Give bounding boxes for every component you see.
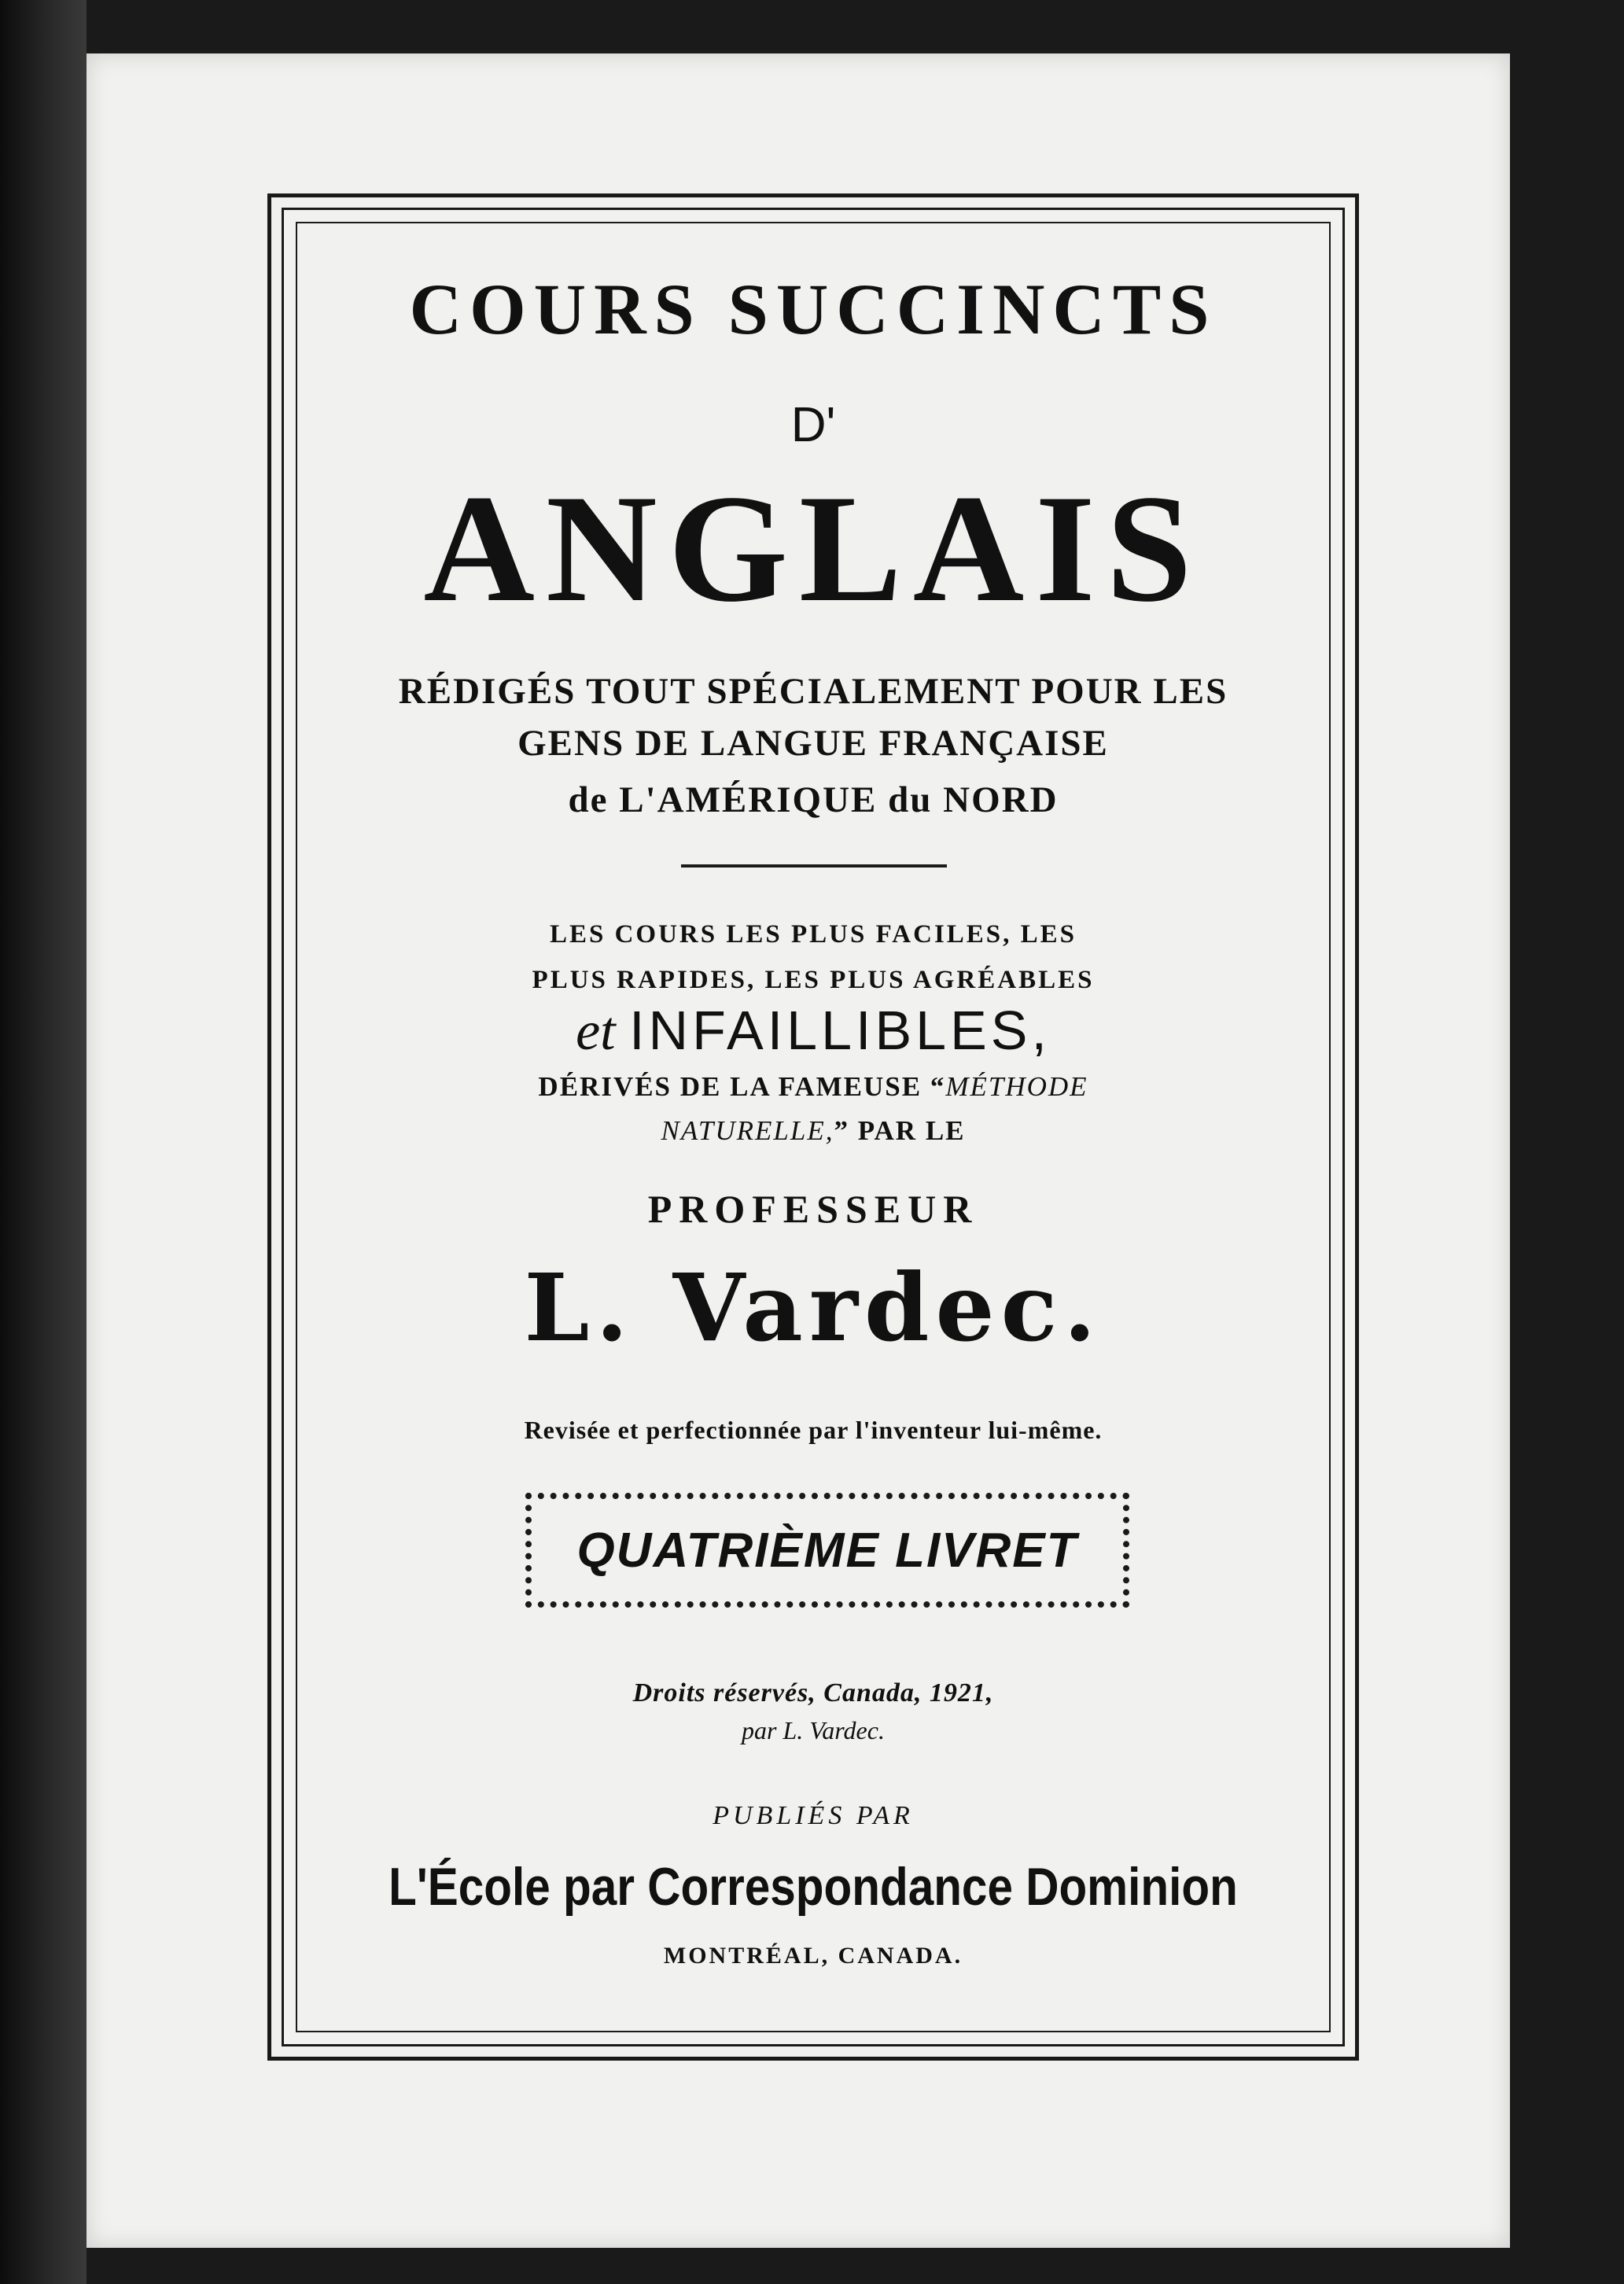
naturelle-suffix: ” PAR LE <box>834 1115 966 1146</box>
separator-rule <box>681 864 947 868</box>
publisher-name: L'École par Correspondance Dominion <box>389 1857 1238 1917</box>
title-line-2: D' <box>790 398 836 452</box>
subtitle-line-3: de L'AMÉRIQUE du NORD <box>568 779 1059 820</box>
claim-et: et <box>576 1001 616 1062</box>
derives-line <box>296 1071 1331 1103</box>
subtitle-line-2: GENS DE LANGUE FRANÇAISE <box>517 723 1109 764</box>
revision-note: Revisée et perfectionnée par l'inventeur lui-même. <box>524 1416 1103 1444</box>
claim-line-3 <box>296 1000 1331 1062</box>
booklet-label: QUATRIÈME LIVRET <box>576 1523 1078 1578</box>
author-name: L. Vardec. <box>524 1253 1103 1362</box>
claim-infaillibles: INFAILLIBLES, <box>629 1000 1051 1061</box>
naturelle-word: NATURELLE, <box>661 1115 834 1146</box>
booklet-box <box>525 1493 1129 1608</box>
rights-line-2: par L. Vardec. <box>742 1716 885 1744</box>
rights-line-1: Droits réservés, Canada, 1921, <box>632 1678 994 1707</box>
subtitle-line-1: RÉDIGÉS TOUT SPÉCIALEMENT POUR LES <box>398 671 1228 712</box>
published-by-label: PUBLIÉS PAR <box>713 1801 914 1830</box>
film-edge <box>0 0 87 2284</box>
professeur-label: PROFESSEUR <box>647 1187 979 1231</box>
claim-line-1: LES COURS LES PLUS FACILES, LES <box>549 920 1077 949</box>
derives-prefix: DÉRIVÉS DE LA FAMEUSE “ <box>538 1071 946 1102</box>
derives-methode: MÉTHODE <box>945 1071 1088 1102</box>
publisher-location: MONTRÉAL, CANADA. <box>663 1943 963 1969</box>
claim-line-2: PLUS RAPIDES, LES PLUS AGRÉABLES <box>532 966 1095 994</box>
title-line-1: COURS SUCCINCTS <box>409 269 1217 349</box>
main-title: ANGLAIS <box>423 463 1203 634</box>
naturelle-line <box>296 1115 1331 1147</box>
